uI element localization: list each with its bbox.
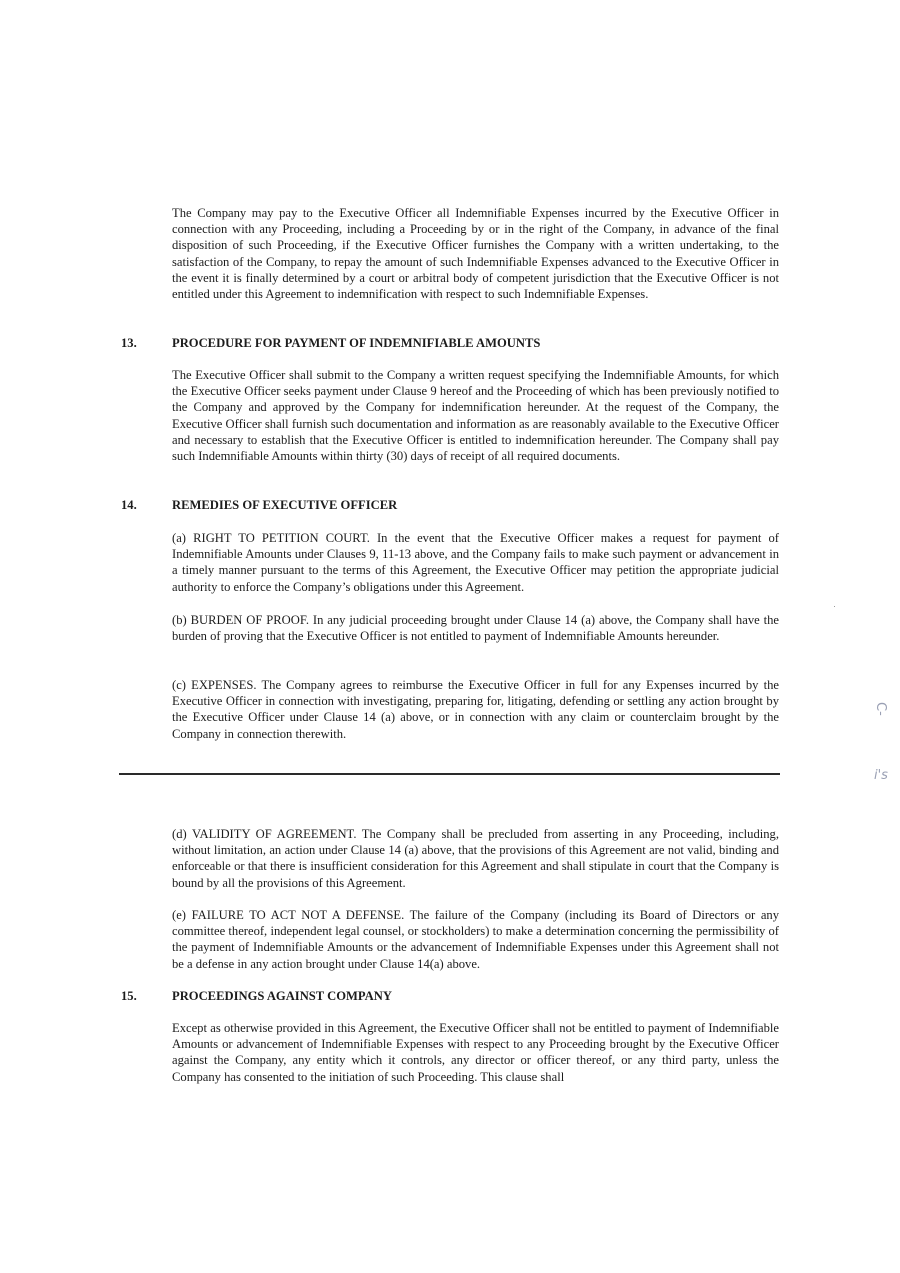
paragraph-advancement-of-expenses: The Company may pay to the Executive Officer all Indemnifiable Expenses incurred by the Executive Officer in connection with any Proceeding, including a Proceeding by or in the right of the Company, in advance of the final disposition of such Proceeding, if the Executive Officer furnishes the Company with a written undertaking, to the satisfaction of the Company, to repay the amount of such Indemnifiable Expenses advanced to the Executive Officer in the event it is finally determined by a court or arbitral body of competent jurisdiction that the Executive Officer is not entitled under this Agreement to indemnification with respect to such Indemnifiable Expenses. xyxy=(172,206,779,302)
section-14-heading: REMEDIES OF EXECUTIVE OFFICER xyxy=(172,498,398,512)
page-break-rule xyxy=(119,773,780,775)
paragraph-14a-right-to-petition: (a) RIGHT TO PETITION COURT. In the event that the Executive Officer makes a request for payment of Indemnifiable Amounts under Clauses 9, 11-13 above, and the Company fails to make such payment or advancement in a timely manner pursuant to the terms of this Agreement, the Executive Officer may petition the appropriate judicial authority to enforce the Company’s obligations under this Agreement. xyxy=(172,531,779,594)
section-13-number: 13. xyxy=(121,336,137,350)
margin-initial-mark-lower: i's xyxy=(874,768,888,783)
section-15-heading: PROCEEDINGS AGAINST COMPANY xyxy=(172,989,392,1003)
margin-initial-mark: C- xyxy=(873,702,888,716)
scan-speck xyxy=(834,606,835,607)
section-13-heading: PROCEDURE FOR PAYMENT OF INDEMNIFIABLE AMOUNTS xyxy=(172,336,541,350)
section-14-number: 14. xyxy=(121,498,137,512)
paragraph-section-13: The Executive Officer shall submit to the Company a written request specifying the Indemnifiable Amounts, for which the Executive Officer seeks payment under Clause 9 hereof and the Proceeding of which has been previously notified to the Company and approved by the Company for indemnification hereunder. At the request of the Company, the Executive Officer shall furnish such documentation and information as are reasonably available to the Executive Officer and necessary to establish that the Executive Officer is entitled to indemnification hereunder. The Company shall pay such Indemnifiable Amounts within thirty (30) days of receipt of all required documents. xyxy=(172,368,779,464)
section-15-number: 15. xyxy=(121,989,137,1003)
paragraph-14c-expenses: (c) EXPENSES. The Company agrees to reimburse the Executive Officer in full for any Expenses incurred by the Executive Officer in connection with investigating, preparing for, litigating, defending or settling any action brought by the Executive Officer under Clause 14 (a) above, or in connection with any claim or counterclaim brought by the Company in connection therewith. xyxy=(172,678,779,741)
paragraph-section-15: Except as otherwise provided in this Agreement, the Executive Officer shall not be entitled to payment of Indemnifiable Amounts or advancement of Indemnifiable Expenses with respect to any Proceeding brought by the Executive Officer against the Company, any entity which it controls, any director or officer thereof, or any third party, unless the Company has consented to the initiation of such Proceeding. This clause shall xyxy=(172,1021,779,1084)
paragraph-14b-burden-of-proof: (b) BURDEN OF PROOF. In any judicial proceeding brought under Clause 14 (a) above, the Company shall have the burden of proving that the Executive Officer is not entitled to payment of Indemnifiable Amounts hereunder. xyxy=(172,613,779,644)
paragraph-14e-failure-to-act: (e) FAILURE TO ACT NOT A DEFENSE. The failure of the Company (including its Board of Directors or any committee thereof, independent legal counsel, or stockholders) to make a determination concerning the permissibility of the payment of Indemnifiable Amounts or the advancement of Indemnifiable Expenses under this Agreement shall not be a defense in any action brought under Clause 14(a) above. xyxy=(172,908,779,971)
paragraph-14d-validity: (d) VALIDITY OF AGREEMENT. The Company shall be precluded from asserting in any Proceeding, including, without limitation, an action under Clause 14 (a) above, that the provisions of this Agreement are not valid, binding and enforceable or that there is insufficient consideration for this Agreement and shall stipulate in court that the Company is bound by all the provisions of this Agreement. xyxy=(172,827,779,890)
